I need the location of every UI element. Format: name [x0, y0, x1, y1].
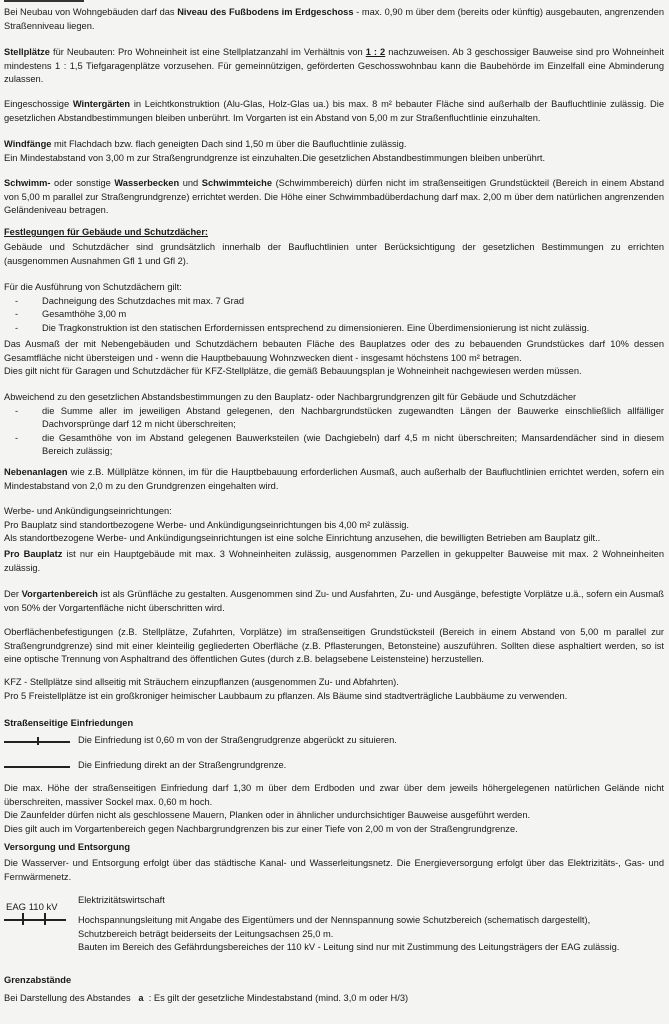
text: oder sonstige: [50, 178, 115, 188]
heading-einfriedungen: Straßenseitige Einfriedungen: [4, 718, 134, 728]
text: Pro 5 Freistellplätze ist ein großkroniger heimischer Laubbaum zu pflanzen. Als Bäume sind stadtverträgliche Laubbäume zu verwenden.: [4, 690, 568, 701]
text: Abweichend zu den gesetzlichen Abstandsbestimmungen zu den Bauplatz- oder Nachbargrundgrenzen gilt für Gebäude und Schutzdächer: [4, 392, 577, 402]
paragraph-werbung: [4, 505, 664, 546]
text: Dies gilt auch im Vorgartenbereich gegen Nachbargrundgrenzen bis zur einer Tiefe von 2,00 m von der Straßengrundgrenze.: [4, 823, 518, 834]
text: Die Wasserver- und Entsorgung erfolgt über das städtische Kanal- und Wasserleitungsnetz. Die Energieversorgung erfolgt über das Elektrizitäts-, Gas- und Fernwärmenetz.: [4, 858, 664, 882]
legend-label: Die Einfriedung direkt an der Straßengrundgrenze.: [78, 760, 287, 770]
heading-elektrizitaet: [78, 894, 664, 908]
text: nachzuweisen. Ab 3 geschossiger Bauweise sind pro Wohneinheit mindestens 1 : 1,5 Tiefgaragenplätze vorzusehen. Für gemeinnützigen, geförderten Geschosswohnbau kann die Baubehörde im Einzelfall eine Abminderung zulassen.: [4, 47, 665, 85]
text: mit Flachdach bzw. flach geneigten Dach sind 1,50 m über die Baufluchtlinie zulässig.: [51, 139, 407, 149]
paragraph-gebaeude: [4, 241, 664, 268]
paragraph-grenzabstand: [4, 992, 664, 1006]
text: Bauten im Bereich des Gefährdungsbereiches der 110 kV - Leitung sind nur mit Zustimmung des Leitungsträgers der EAG zulässig.: [78, 942, 620, 953]
bold-term: Vorgartenbereich: [21, 589, 98, 599]
text: Dachneigung des Schutzdaches mit max. 7 Grad: [42, 295, 245, 306]
text: Hochspannungsleitung mit Angabe des Eigentümers und der Nennspannung sowie Schutzbereich (schematisch dargestellt),: [78, 915, 591, 925]
text: Die Tragkonstruktion ist den statischen Erfordernissen entsprechend zu dimensionieren. Eine Überdimensionierung ist nicht zulässig.: [42, 322, 590, 333]
paragraph-oberflaechen: [4, 626, 664, 667]
list-item: [4, 308, 664, 322]
text: Elektrizitätswirtschaft: [78, 895, 165, 905]
text: Der: [4, 589, 22, 599]
text: Bei Neubau von Wohngebäuden darf das: [4, 7, 178, 17]
list-item: [4, 295, 664, 309]
bold-term: Niveau des Fußbodens im Erdgeschoss: [177, 7, 354, 17]
paragraph-versorgung: [4, 857, 664, 884]
text: Bei Darstellung des Abstandes: [4, 993, 139, 1003]
paragraph-schutzdaecher: [4, 281, 664, 335]
eag-label: EAG 110 kV: [6, 902, 58, 913]
bold-term: Schwimmteiche: [201, 178, 273, 188]
bold-term: Pro Bauplatz: [4, 549, 63, 559]
text: Die Zaunfelder dürfen nicht als geschlossene Mauern, Planken oder in ähnlicher undurchsichtiger Bauweise ausgeführt werden.: [4, 810, 531, 821]
dash: -: [15, 309, 19, 320]
text: - max. 0,90 m über dem (bereits oder künftig) ausgebauten, angrenzenden Straßenniveau liegen.: [4, 7, 664, 31]
fence-setback-tick: [37, 737, 39, 745]
paragraph-schwimmbecken: [4, 177, 664, 218]
dash: -: [15, 405, 19, 416]
text: Das Ausmaß der mit Nebengebäuden und Schutzdächern bebauten Fläche des Bauplatzes oder des zu bebauenden Grundstückes darf 10% dessen Gesamtfläche nicht übersteigen und - wenn die Hauptbebauung Wohnzwecken dient - insgesamt höchstens 100 m² betragen.: [4, 339, 664, 363]
text: (Schwimmbereich) dürfen nicht im straßenseitigen Grundstückteil (Bereich in einem Abstand von 5,00 m parallel zur Straßengrundgrenze) errichtet werden. Die Höhe einer Schwimmbadüberdachung darf max. 2,00 m über dem natürlichen angrenzenden Geländeniveau betragen.: [4, 178, 665, 216]
heading-grenzabstaende: Grenzabstände: [4, 975, 72, 985]
paragraph-wintergaerten: [4, 98, 664, 125]
heading-versorgung: Versorgung und Entsorgung: [4, 842, 131, 852]
paragraph-fussboden: [4, 6, 664, 33]
text: Dies gilt nicht für Garagen und Schutzdächer für KFZ-Stellplätze, die gemäß Bebauungsplan je Wohneinheit nachgewiesen werden müssen.: [4, 366, 582, 377]
text: die Gesamthöhe von im Abstand gelegenen Bauwerksteilen (wie Dachgiebeln) darf 4,5 m nicht überschreiten; Mansardendächer sind in diesem Bereich zulässig;: [42, 432, 664, 457]
list-item: [4, 432, 664, 459]
bold-term: Schwimm-: [4, 178, 51, 188]
paragraph-kfz: [4, 676, 664, 703]
text: ist nur ein Hauptgebäude mit max. 3 Wohneinheiten zulässig, ausgenommen Parzellen in gekuppelter Bauweise mit max. 2 Wohneinheiten zulässig.: [4, 549, 664, 573]
text: Pro Bauplatz sind standortbezogene Werbe- und Ankündigungseinrichtungen bis 4,00 m² zulässig.: [4, 519, 410, 530]
list-item: [4, 405, 664, 432]
dash: -: [15, 322, 19, 333]
bold-term: Wasserbecken: [114, 178, 180, 188]
text: Die max. Höhe der straßenseitigen Einfriedung darf 1,30 m über dem Erdboden und zwar über dem jeweils höhergelegenen natürlichen Gelände nicht überschreiten, massiver Sockel max. 0,60 m hoch.: [4, 783, 664, 807]
high-voltage-tick: [44, 913, 46, 925]
ratio: 1 : 2: [365, 47, 386, 57]
bold-term: Windfänge: [4, 139, 52, 149]
paragraph-nebenanlagen: [4, 466, 664, 493]
text: ist als Grünfläche zu gestalten. Ausgenommen sind Zu- und Ausfahrten, Zu- und Ausgänge, befestigte Vorplätze u.ä., sofern ein Ausmaß von 50% der Vorgartenfläche nicht überschritten wird.: [4, 589, 664, 613]
text: Gesamthöhe 3,00 m: [42, 309, 127, 320]
dash: -: [15, 295, 19, 306]
high-voltage-line-symbol: [4, 919, 66, 921]
top-rule: [4, 0, 84, 2]
paragraph-hochspannung: [78, 914, 664, 955]
list-item: [4, 322, 664, 336]
distance-marker: a: [138, 993, 144, 1003]
paragraph-windfaenge: [4, 138, 664, 165]
text: Schutzbereich beträgt beiderseits der Leitungsachsen 25,0 m.: [78, 928, 334, 939]
bold-term: Nebenanlagen: [4, 467, 68, 477]
legend-label: Die Einfriedung ist 0,60 m von der Straßengrudgrenze abgerückt zu situieren.: [78, 735, 397, 745]
text: Als standortbezogene Werbe- und Ankündigungseinrichtungen ist eine solche Einrichtung anzusehen, die bewilligten Betrieben am Bauplatz gilt..: [4, 533, 601, 544]
text: Eingeschossige: [4, 99, 73, 109]
high-voltage-tick: [22, 913, 24, 925]
paragraph-bauplatz: [4, 548, 664, 575]
text: für Neubauten: Pro Wohneinheit ist eine Stellplatzanzahl im Verhältnis von: [49, 47, 366, 57]
dash: -: [15, 432, 19, 443]
text: : Es gilt der gesetzliche Mindestabstand (mind. 3,0 m oder H/3): [143, 993, 409, 1003]
text: wie z.B. Müllplätze können, im für die Hauptbebauung erforderlichen Ausmaß, auch außerhalb der Baufluchtlinien errichtet werden, sofern ein Mindestabstand von 2,0 m zu den Grundgrenzen eingehalten wird.: [4, 467, 664, 491]
text: Werbe- und Ankündigungseinrichtungen:: [4, 506, 172, 516]
text: Für die Ausführung von Schutzdächern gilt:: [4, 282, 182, 292]
bold-term: Stellplätze: [4, 47, 50, 57]
text: Ein Mindestabstand von 3,00 m zur Straßengrundgrenze ist einzuhalten.Die gesetzlichen Abstandbestimmungen bleiben unberührt.: [4, 152, 546, 163]
paragraph-nebengebaeude: [4, 338, 664, 379]
paragraph-stellplaetze: [4, 46, 664, 87]
heading-gebaeude-schutzdaecher: Festlegungen für Gebäude und Schutzdächer:: [4, 227, 209, 237]
paragraph-einfriedung-hoehe: [4, 782, 664, 836]
text: KFZ - Stellplätze sind allseitig mit Sträuchern einzupflanzen (ausgenommen Zu- und Abfahrten).: [4, 677, 399, 687]
text: Gebäude und Schutzdächer sind grundsätzlich innerhalb der Baufluchtlinien unter Berücksichtigung der gesetzlichen Bestimmungen zu errichten (ausgenommen Ausnahmen Gfl 1 und Gfl 2).: [4, 242, 664, 266]
text: in Leichtkonstruktion (Alu-Glas, Holz-Glas ua.) bis max. 8 m² bebauter Fläche sind außerhalb der Baufluchtlinie zulässig. Die gesetzlichen Abstandbestimmungen bleiben unberührt. Im Vorgarten ist ein Abstand von 5,00 m zur Straßenfluchtlinie einzuhalten.: [4, 99, 664, 123]
fence-direct-line-symbol: [4, 766, 70, 768]
paragraph-vorgarten: [4, 588, 664, 615]
text: Oberflächenbefestigungen (z.B. Stellplätze, Zufahrten, Vorplätze) im straßenseitigen Grundstücksteil (Bereich in einem Abstand von 5,00 m parallel zur Straßengrundgrenze) sind mit einer kleinteilig gegliederten Oberfläche (z.B. Pflasterungen, Betonsteine) auszuführen. Sollten diese asphaltiert werden, so ist eine optische Trennung von Asphaltrand des öffentlichen Gutes (durch z.B. belagsebene Leistensteine) herzustellen.: [4, 627, 664, 665]
text: die Summe aller im jeweiligen Abstand gelegenen, den Nachbargrundstücken zugewandten Längen der Bauwerke einschließlich allfälliger Dachvorsprünge darf 12 m nicht überschreiten;: [42, 405, 664, 430]
text: und: [179, 178, 202, 188]
paragraph-abstand: [4, 391, 664, 459]
bold-term: Wintergärten: [72, 99, 131, 109]
